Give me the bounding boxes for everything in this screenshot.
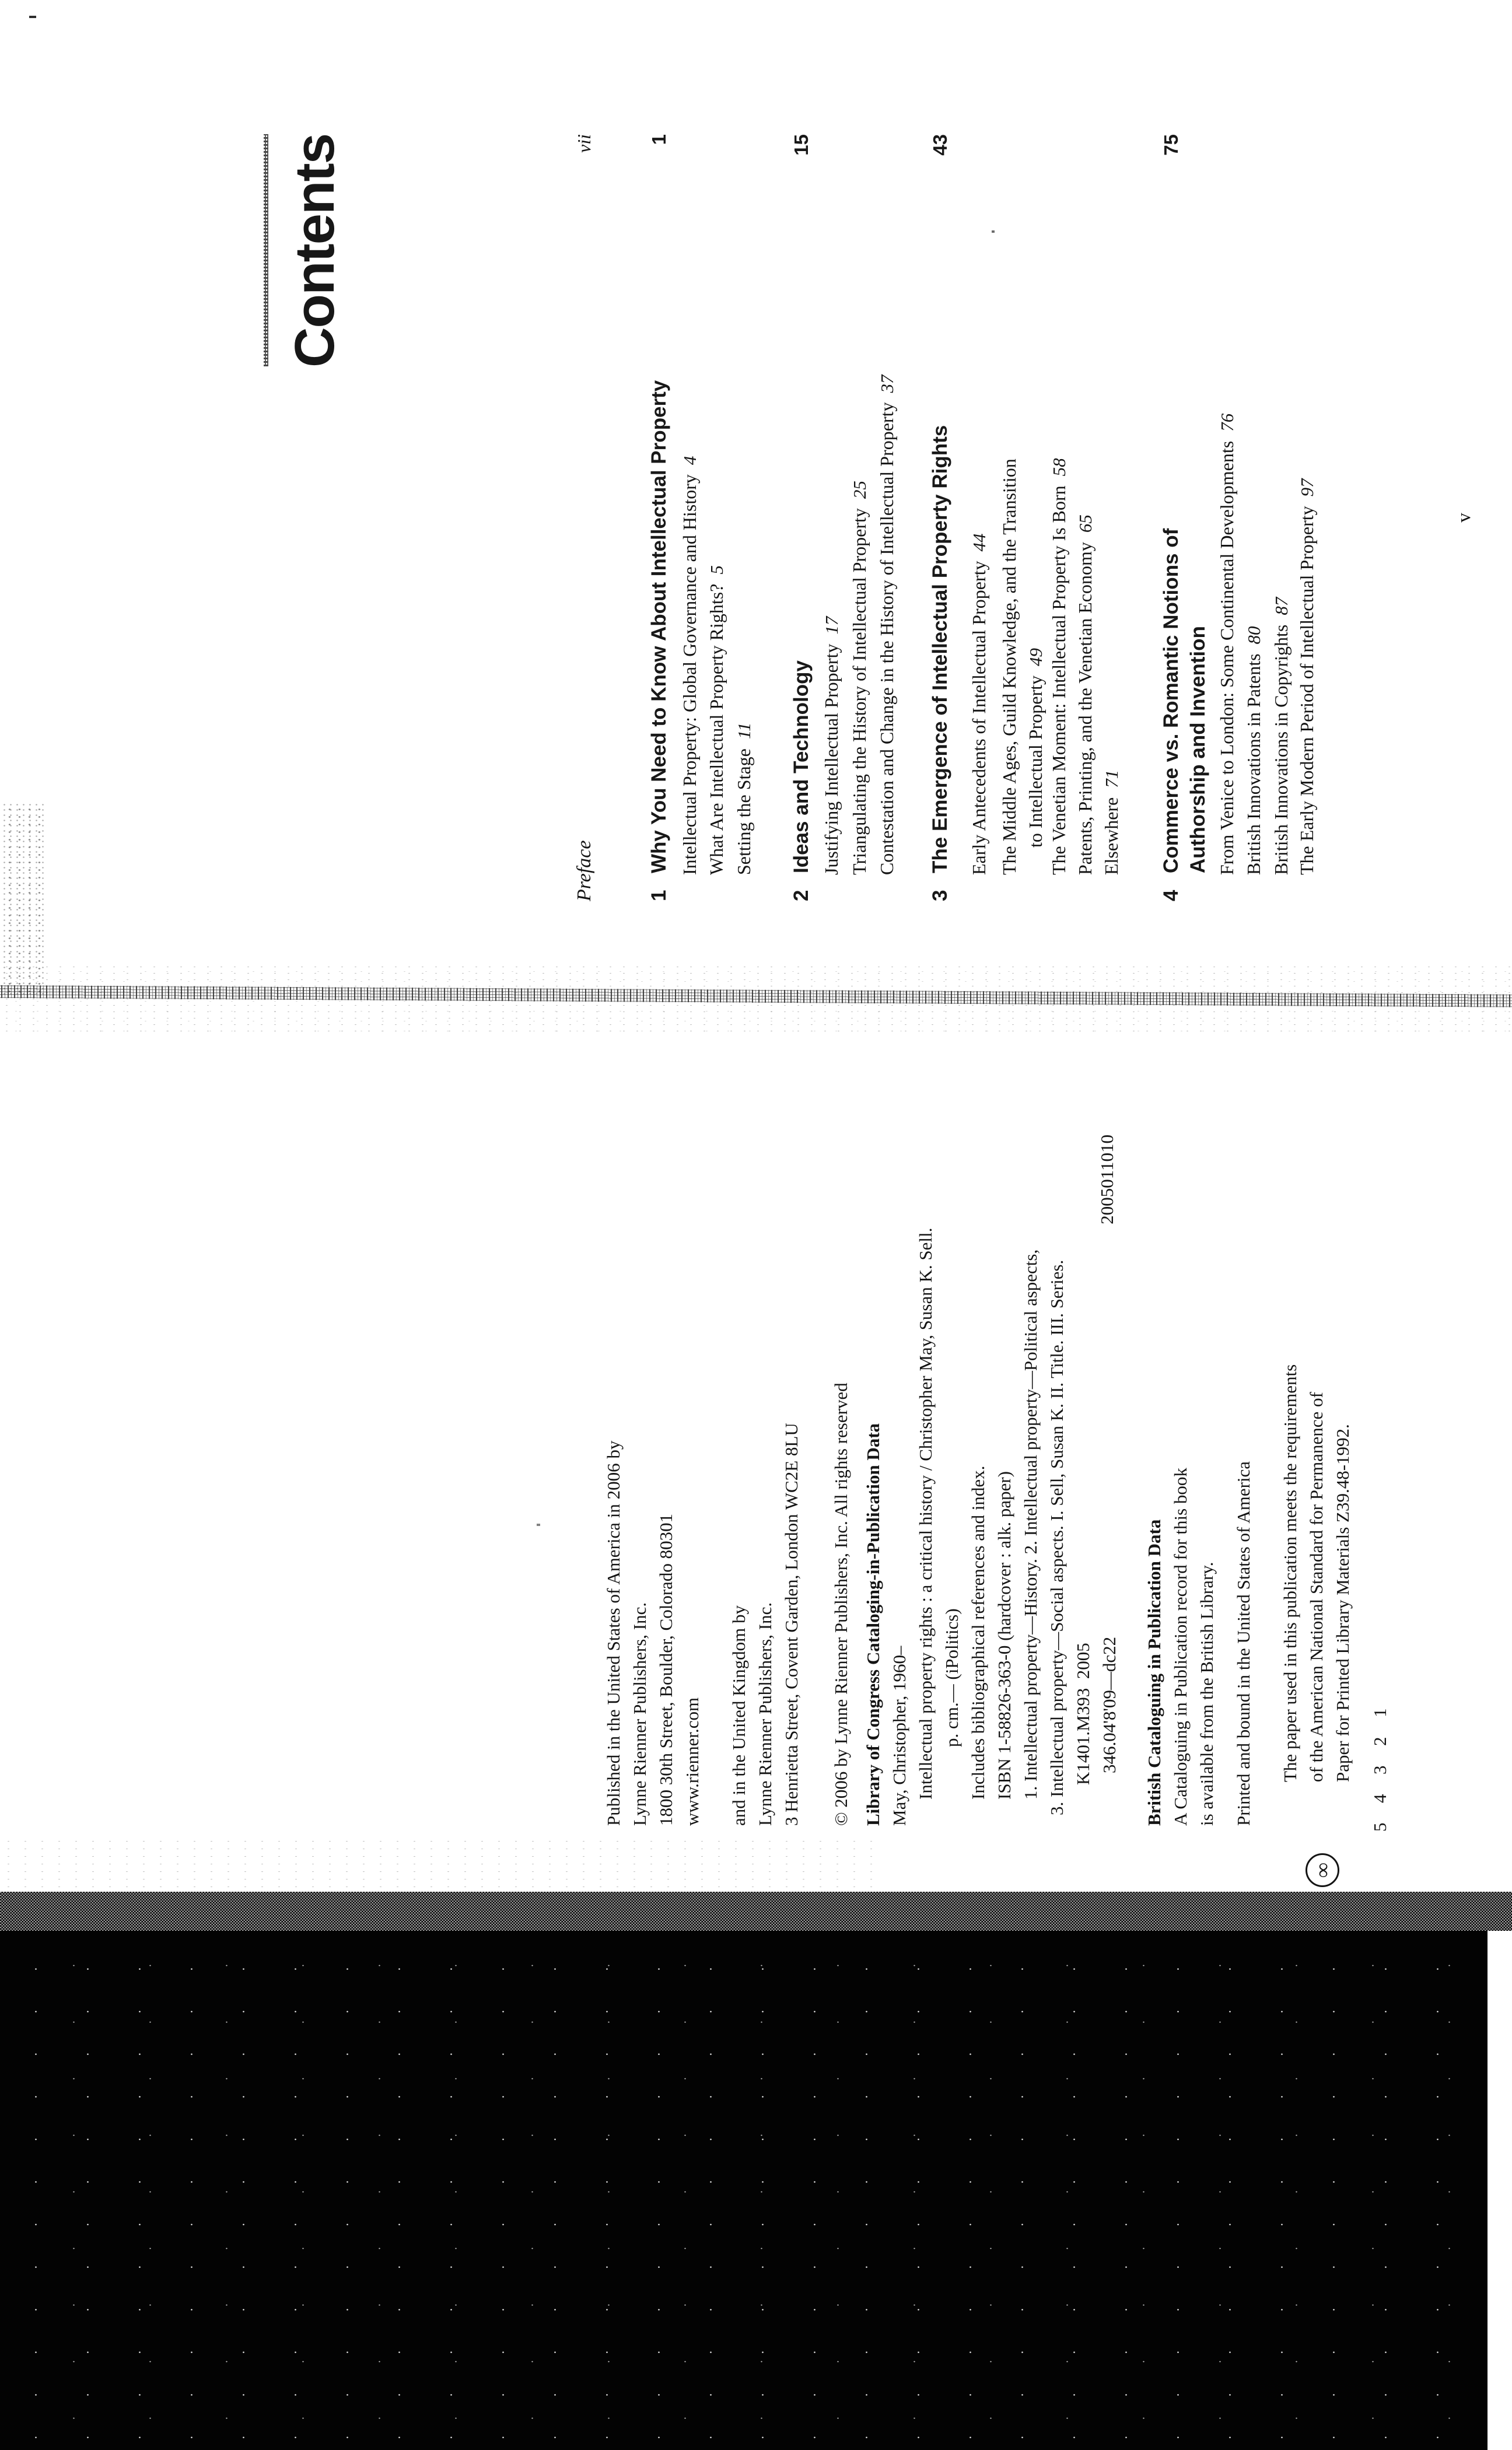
toc-subentry-continuation: to Intellectual Property49 [1025,648,1046,848]
toc-subentry: Justifying Intellectual Property17 [821,616,842,875]
toc-subentry: Intellectual Property: Global Governance and History4 [679,456,700,875]
dust-mark [537,1524,540,1526]
toc-subentry-page: 4 [680,456,700,466]
toc-chapter-3 [929,134,952,901]
toc-subentry-page: 80 [1244,626,1264,645]
toc-chapter-2 [790,134,813,901]
toc-chapter-number: 3 [929,890,951,901]
folio-number: v [1454,513,1475,523]
toc-subentry-page: 44 [969,533,989,552]
permanent-paper-icon: ∞ [1306,1853,1339,1887]
toc-subentry-page: 49 [1026,648,1046,666]
printers-key: 5 4 3 2 1 [1370,1704,1390,1832]
imprint-line: www.rienner.com [682,1697,702,1826]
toc-chapter-number: 1 [648,890,670,901]
imprint-line: Lynne Rienner Publishers, Inc. [755,1602,775,1826]
cip-line: May, Christopher, 1960– [889,1646,909,1826]
contents-page [0,0,1512,980]
toc-subentry: British Innovations in Patents80 [1243,626,1264,875]
toc-subentry: Elsewhere71 [1101,769,1122,875]
toc-subentry-page: 71 [1101,769,1122,788]
toc-subentry: The Venetian Moment: Intellectual Property Is Born58 [1048,458,1069,875]
toc-subentry-page: 65 [1075,514,1096,533]
paper-standard-line: Paper for Printed Library Materials Z39.48-1992. [1332,1424,1353,1782]
british-cip-header: British Cataloguing in Publication Data [1144,1519,1164,1826]
toc-subentry: Triangulating the History of Intellectual Property25 [849,481,870,875]
toc-chapter-title: 4Commerce vs. Romantic Notions of [1160,528,1182,901]
toc-subentry: Patents, Printing, and the Venetian Economy65 [1074,514,1096,875]
imprint-line: 3 Henrietta Street, Covent Garden, London WC2E 8LU [781,1423,802,1826]
toc-chapter-page: 75 [1160,134,1182,156]
toc-subentry: Early Antecedents of Intellectual Property44 [968,533,989,875]
toc-subentry: What Are Intellectual Property Rights?5 [706,565,727,875]
toc-chapter-1 [648,134,671,901]
imprint-line: and in the United Kingdom by [729,1605,749,1826]
toc-chapter-title: 1Why You Need to Know About Intellectual Property [648,380,670,901]
toc-subentry: From Venice to London: Some Continental Developments76 [1216,413,1237,875]
imprint-line: 1800 30th Street, Boulder, Colorado 80301 [656,1513,676,1826]
dust-mark [29,16,36,18]
toc-chapter-title: 2Ideas and Technology [790,660,813,901]
toc-subentry-page: 5 [706,565,727,575]
cip-line: Intellectual property rights : a critical history / Christopher May, Susan K. Sell. [915,1227,936,1800]
dust-mark [992,230,995,233]
cip-line: 1. Intellectual property—History. 2. Intellectual property—Political aspects, [1020,1249,1041,1800]
toc-subentry: The Early Modern Period of Intellectual Property97 [1296,478,1317,875]
printed-line: Printed and bound in the United States of America [1233,1461,1254,1826]
imprint-line: Lynne Rienner Publishers, Inc. [629,1602,650,1826]
title-rule [264,134,268,366]
toc-subentry-page: 97 [1297,478,1317,497]
toc-subentry-page: 76 [1217,413,1237,432]
paper-standard-line: of the American National Standard for Permanence of [1306,1392,1326,1782]
copyright-page [0,992,1512,1931]
toc-entry-preface [573,134,596,901]
cip-line: K1401.M393 2005 [1073,1643,1093,1785]
toc-chapter-4-continuation: Authorship and Invention [1186,626,1209,873]
toc-subentry: Contestation and Change in the History of Intellectual Property37 [876,374,897,875]
toc-subentry-page: 58 [1049,458,1069,477]
toc-entry-label: Preface [573,840,595,901]
cip-line: ISBN 1-58826-363-0 (hardcover : alk. paper) [994,1471,1014,1800]
scan-dust-bottom [0,1838,875,1893]
loc-cip-header: Library of Congress Cataloging-in-Publication Data [863,1423,883,1826]
toc-entry-page: vii [573,134,594,153]
toc-subentry: British Innovations in Copyrights87 [1270,597,1292,875]
toc-subentry: The Middle Ages, Guild Knowledge, and the Transition [999,459,1020,875]
toc-chapter-page: 15 [790,134,812,156]
toc-subentry-page: 87 [1271,597,1292,615]
toc-chapter-4 [1160,134,1183,901]
toc-subentry-page: 11 [734,722,754,740]
paper-standard-line: The paper used in this publication meets the requirements [1280,1364,1300,1782]
toc-chapter-number: 2 [790,890,813,901]
dither-band [0,1892,1512,1931]
page-title: Contents [284,134,346,368]
cip-line: is available from the British Library. [1196,1562,1217,1826]
cip-line: A Cataloguing in Publication record for this book [1170,1468,1191,1826]
toc-chapter-page: 1 [648,134,670,145]
toc-chapter-title: 3The Emergence of Intellectual Property Rights [929,425,951,901]
cip-line: Includes bibliographical references and index. [968,1465,988,1800]
imprint-line: Published in the United States of America in 2006 by [603,1440,624,1826]
toc-subentry-page: 37 [877,374,897,393]
cip-line: 346.04'8'09—dc22 [1099,1636,1119,1773]
toc-chapter-number: 4 [1160,890,1182,901]
toc-chapter-page: 43 [929,134,951,156]
toc-subentry: Setting the Stage11 [733,722,754,875]
copyright-line: © 2006 by Lynne Rienner Publishers, Inc. All rights reserved [831,1382,851,1826]
toc-subentry-page: 17 [821,616,842,635]
cip-line: 3. Intellectual property—Social aspects. I. Sell, Susan K. II. Title. III. Series. [1046,1259,1067,1815]
toc-subentry-page: 25 [849,481,870,499]
scanner-bed-black-region [0,1931,1488,2450]
cip-line: p. cm.— (iPolitics) [942,1608,962,1747]
cip-control-number: 2005011010 [1097,1135,1117,1224]
